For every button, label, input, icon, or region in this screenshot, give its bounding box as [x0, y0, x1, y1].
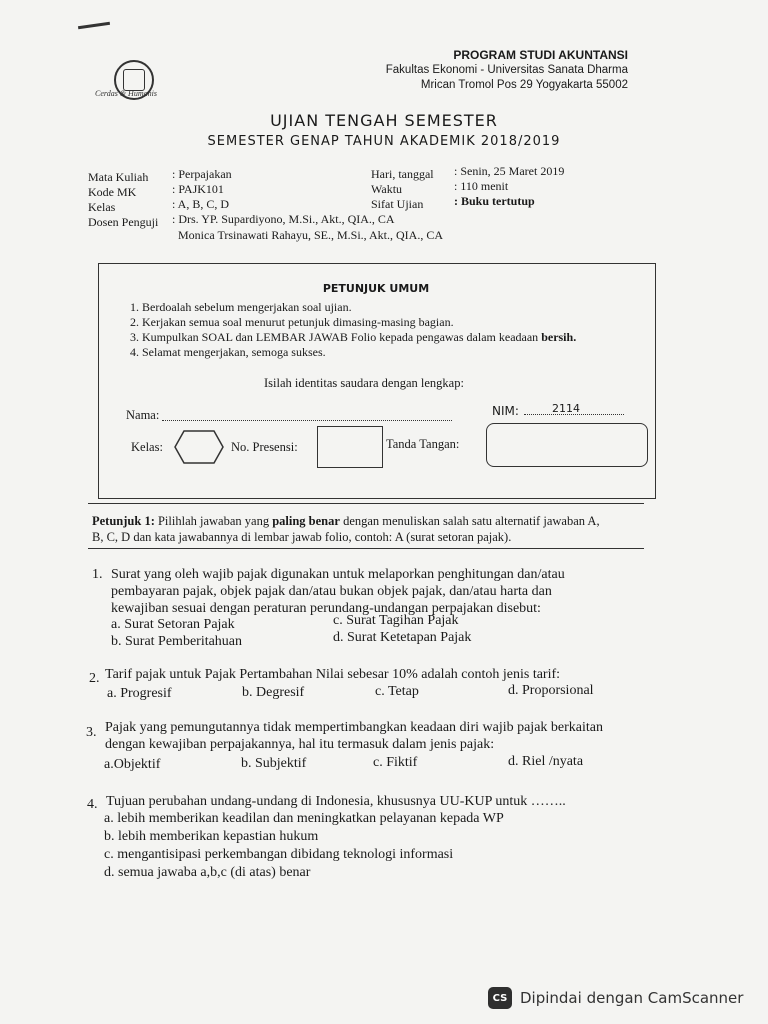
class-label: Kelas	[88, 200, 116, 214]
identity-prompt: Isilah identitas saudara dengan lengkap:	[264, 376, 464, 390]
logo-motto: Cerdas & Humanis	[95, 89, 157, 98]
camscanner-watermark	[488, 987, 743, 1009]
q1-option-b: b. Surat Pemberitahuan	[111, 634, 243, 649]
faculty-name: Fakultas Ekonomi - Universitas Sanata Dharma	[385, 64, 628, 76]
question-1-text: Surat yang oleh wajib pajak digunakan untuk melaporkan penghitungan dan/atau pembayaran pajak, objek pajak dan/atau bukan objek pajak, dan/atau harta dan kewajiban sesuai dengan peraturan perundang-undangan perpajakan disebut:	[111, 567, 565, 616]
nature-label: Sifat Ujian	[371, 197, 424, 211]
name-label: Nama:	[126, 408, 160, 422]
q4-option-b: b. lebih memberikan kepastian hukum	[104, 829, 319, 844]
signature-label: Tanda Tangan:	[386, 437, 460, 451]
class-value: : A, B, C, D	[172, 197, 230, 211]
exam-title: UJIAN TENGAH SEMESTER	[270, 111, 498, 130]
question-4-text: Tujuan perubahan undang-undang di Indonesia, khususnya UU-KUP untuk ……..	[106, 794, 566, 809]
question-2-text: Tarif pajak untuk Pajak Pertambahan Nilai sebesar 10% adalah contoh jenis tarif:	[105, 667, 561, 682]
instruction-item-4: 4. Selamat mengerjakan, semoga sukses.	[130, 345, 326, 359]
lecturer-label: Dosen Penguji	[88, 215, 159, 229]
nature-value: : Buku tertutup	[454, 194, 535, 208]
class-field-label: Kelas:	[131, 440, 163, 454]
pen-mark	[78, 22, 110, 29]
q2-option-c: c. Tetap	[375, 684, 419, 699]
q3-option-b: b. Subjektif	[241, 756, 307, 771]
q3-option-d: d. Riel /nyata	[508, 754, 584, 769]
course-label: Mata Kuliah	[88, 170, 149, 184]
instructions-title: PETUNJUK UMUM	[322, 282, 430, 295]
presensi-label: No. Presensi:	[231, 440, 298, 454]
name-line[interactable]	[162, 420, 452, 421]
q4-option-d: d. semua jawaba a,b,c (di atas) benar	[104, 865, 311, 880]
instruction-item-1: 1. Berdoalah sebelum mengerjakan soal ujian.	[130, 300, 352, 314]
time-label: Waktu	[371, 182, 403, 196]
camscanner-logo-icon: CS	[488, 987, 512, 1009]
question-2-number: 2.	[89, 671, 100, 686]
q1-option-a: a. Surat Setoran Pajak	[111, 617, 235, 632]
question-4-number: 4.	[87, 797, 98, 812]
q2-option-a: a. Progresif	[107, 686, 172, 701]
instruction-item-3: 3. Kumpulkan SOAL dan LEMBAR JAWAB Folio kepada pengawas dalam keadaan bersih.	[130, 330, 577, 344]
q1-option-c: c. Surat Tagihan Pajak	[333, 613, 459, 628]
class-input-box[interactable]	[174, 430, 224, 464]
q3-option-c: c. Fiktif	[373, 755, 418, 770]
section1-instruction-line2: B, C, D dan kata jawabannya di lembar jawab folio, contoh: A (surat setoran pajak).	[92, 530, 512, 544]
section-divider-bottom	[88, 548, 644, 549]
program-name: PROGRAM STUDI AKUNTANSI	[453, 48, 628, 62]
nim-value: 2114	[552, 402, 580, 415]
instruction-item-2: 2. Kerjakan semua soal menurut petunjuk dimasing-masing bagian.	[130, 315, 454, 329]
question-1-number: 1.	[92, 567, 103, 582]
code-label: Kode MK	[88, 185, 137, 199]
section-divider	[88, 503, 644, 504]
exam-subtitle: SEMESTER GENAP TAHUN AKADEMIK 2018/2019	[207, 134, 561, 149]
day-value: : Senin, 25 Maret 2019	[454, 164, 565, 178]
day-label: Hari, tanggal	[371, 167, 434, 181]
time-value: : 110 menit	[454, 179, 509, 193]
nim-label: NIM:	[492, 404, 519, 418]
camscanner-text: Dipindai dengan CamScanner	[520, 989, 744, 1007]
question-3-number: 3.	[86, 725, 97, 740]
signature-box[interactable]	[486, 423, 648, 467]
q4-option-c: c. mengantisipasi perkembangan dibidang teknologi informasi	[104, 847, 454, 862]
presensi-input-box[interactable]	[317, 426, 383, 468]
code-value: : PAJK101	[172, 182, 224, 196]
q4-option-a: a. lebih memberikan keadilan dan meningkatkan pelayanan kepada WP	[104, 811, 504, 826]
address: Mrican Tromol Pos 29 Yogyakarta 55002	[420, 79, 628, 91]
q2-option-b: b. Degresif	[242, 685, 305, 700]
q2-option-d: d. Proporsional	[508, 683, 594, 698]
question-3-text: Pajak yang pemungutannya tidak mempertimbangkan keadaan diri wajib pajak berkaitan dengan kewajiban perpajakannya, hal itu termasuk dalam jenis pajak:	[105, 720, 603, 752]
course-value: : Perpajakan	[172, 167, 232, 181]
q3-option-a: a.Objektif	[104, 757, 161, 772]
lecturer-value: : Drs. YP. Supardiyono, M.Si., Akt., QIA., CA	[172, 212, 395, 226]
lecturer-value-2: Monica Trsinawati Rahayu, SE., M.Si., Akt., QIA., CA	[178, 228, 444, 242]
section1-instruction: Petunjuk 1: Pilihlah jawaban yang paling benar dengan menuliskan salah satu alternatif jawaban A,	[92, 514, 600, 528]
q1-option-d: d. Surat Ketetapan Pajak	[333, 630, 472, 645]
